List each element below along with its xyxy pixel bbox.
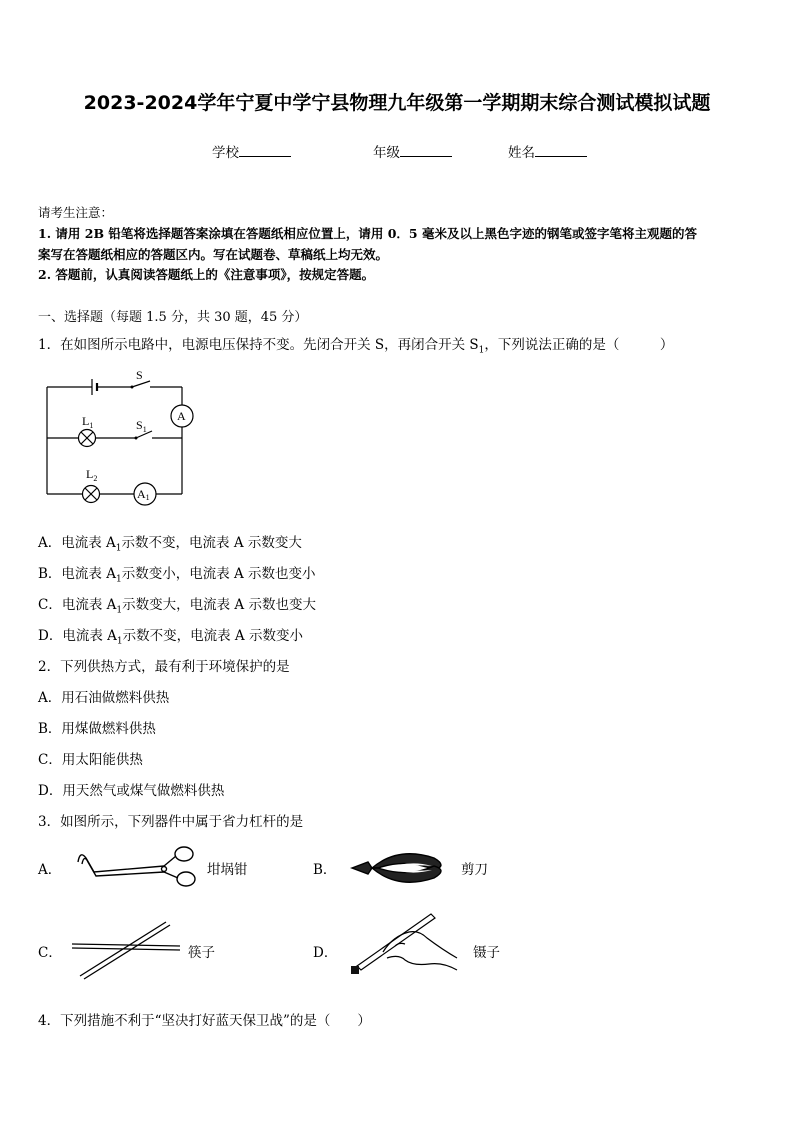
grade-field bbox=[373, 141, 452, 161]
page-title: 2023-2024学年宁夏中学宁县物理九年级第一学期期末综合测试模拟试题 bbox=[83, 92, 711, 114]
q3-option-a-caption: 坩埚钳 bbox=[207, 862, 248, 878]
q2-stem: 2．下列供热方式，最有利于环境保护的是 bbox=[38, 659, 290, 675]
notice-line-1b: 案写在答题纸相应的答题区内。写在试题卷、草稿纸上均无效。 bbox=[38, 247, 389, 262]
q3-option-d-letter[interactable]: D． bbox=[313, 945, 338, 961]
name-label: 姓名 bbox=[508, 145, 535, 161]
q3-option-b-letter[interactable]: B． bbox=[313, 862, 337, 878]
q1-option-c[interactable]: C．电流表 $A_1$示数变大，电流表 A 示数也变大 bbox=[38, 597, 316, 616]
q3-option-c-letter[interactable]: C． bbox=[38, 945, 62, 961]
q2-option-d[interactable]: D．用天然气或煤气做燃料供热 bbox=[38, 783, 225, 799]
lamp-l1-label: $L_1$ bbox=[82, 414, 94, 430]
q3-option-a-letter[interactable]: A． bbox=[38, 862, 62, 878]
school-blank bbox=[239, 143, 291, 157]
grade-label: 年级 bbox=[373, 145, 400, 161]
q1-option-b[interactable]: B．电流表 $A_1$示数变小，电流表 A 示数也变小 bbox=[38, 566, 316, 585]
q3-stem: 3．如图所示，下列器件中属于省力杠杆的是 bbox=[38, 814, 304, 830]
q1-stem-tail: ，下列说法正确的是（ ） bbox=[484, 337, 674, 353]
q3-option-d-caption: 镊子 bbox=[473, 945, 500, 961]
switch-s-label: S bbox=[136, 368, 143, 382]
q3-option-b-caption: 剪刀 bbox=[461, 862, 488, 878]
chopsticks-icon bbox=[68, 918, 184, 982]
q2-option-c[interactable]: C．用太阳能供热 bbox=[38, 752, 143, 768]
school-field bbox=[212, 141, 291, 161]
q1-stem-subscript: 1 bbox=[478, 345, 485, 356]
grade-blank bbox=[400, 143, 452, 157]
ammeter-a-label: A bbox=[177, 409, 186, 423]
circuit-diagram bbox=[40, 365, 200, 510]
crucible-tongs-icon bbox=[72, 842, 200, 890]
switch-s1-label: $S_1$ bbox=[136, 418, 147, 434]
scissors-icon bbox=[348, 848, 454, 888]
q3-option-c-caption: 筷子 bbox=[188, 945, 215, 961]
school-label: 学校 bbox=[212, 145, 239, 161]
lamp-l2-label: $L_2$ bbox=[86, 467, 98, 483]
q1-option-a[interactable]: A．电流表 $A_1$示数不变，电流表 A 示数变大 bbox=[38, 535, 302, 554]
notice-line-2: 2. 答题前，认真阅读答题纸上的《注意事项》，按规定答题。 bbox=[38, 267, 375, 282]
ammeter-a1-label: A1 bbox=[137, 487, 150, 502]
q4-stem: 4．下列措施不利于“坚决打好蓝天保卫战”的是（ ） bbox=[38, 1013, 371, 1029]
name-field bbox=[508, 141, 587, 161]
tweezers-icon bbox=[343, 908, 463, 990]
q1-stem bbox=[38, 333, 673, 356]
q2-option-a[interactable]: A．用石油做燃料供热 bbox=[38, 690, 170, 706]
notice-heading: 请考生注意： bbox=[38, 205, 114, 220]
notice-line-1a: 1. 请用 2B 铅笔将选择题答案涂填在答题纸相应位置上，请用 0．5 毫米及以上黑色字迹的钢笔或签字笔将主观题的答 bbox=[38, 226, 697, 241]
q1-option-d[interactable]: D．电流表 $A_1$示数不变，电流表 A 示数变小 bbox=[38, 628, 303, 647]
name-blank bbox=[535, 143, 587, 157]
q2-option-b[interactable]: B．用煤做燃料供热 bbox=[38, 721, 156, 737]
section-heading: 一、选择题（每题 1.5 分，共 30 题，45 分） bbox=[38, 310, 308, 325]
q1-stem-text: 1．在如图所示电路中，电源电压保持不变。先闭合开关 S，再闭合开关 S bbox=[38, 337, 479, 353]
